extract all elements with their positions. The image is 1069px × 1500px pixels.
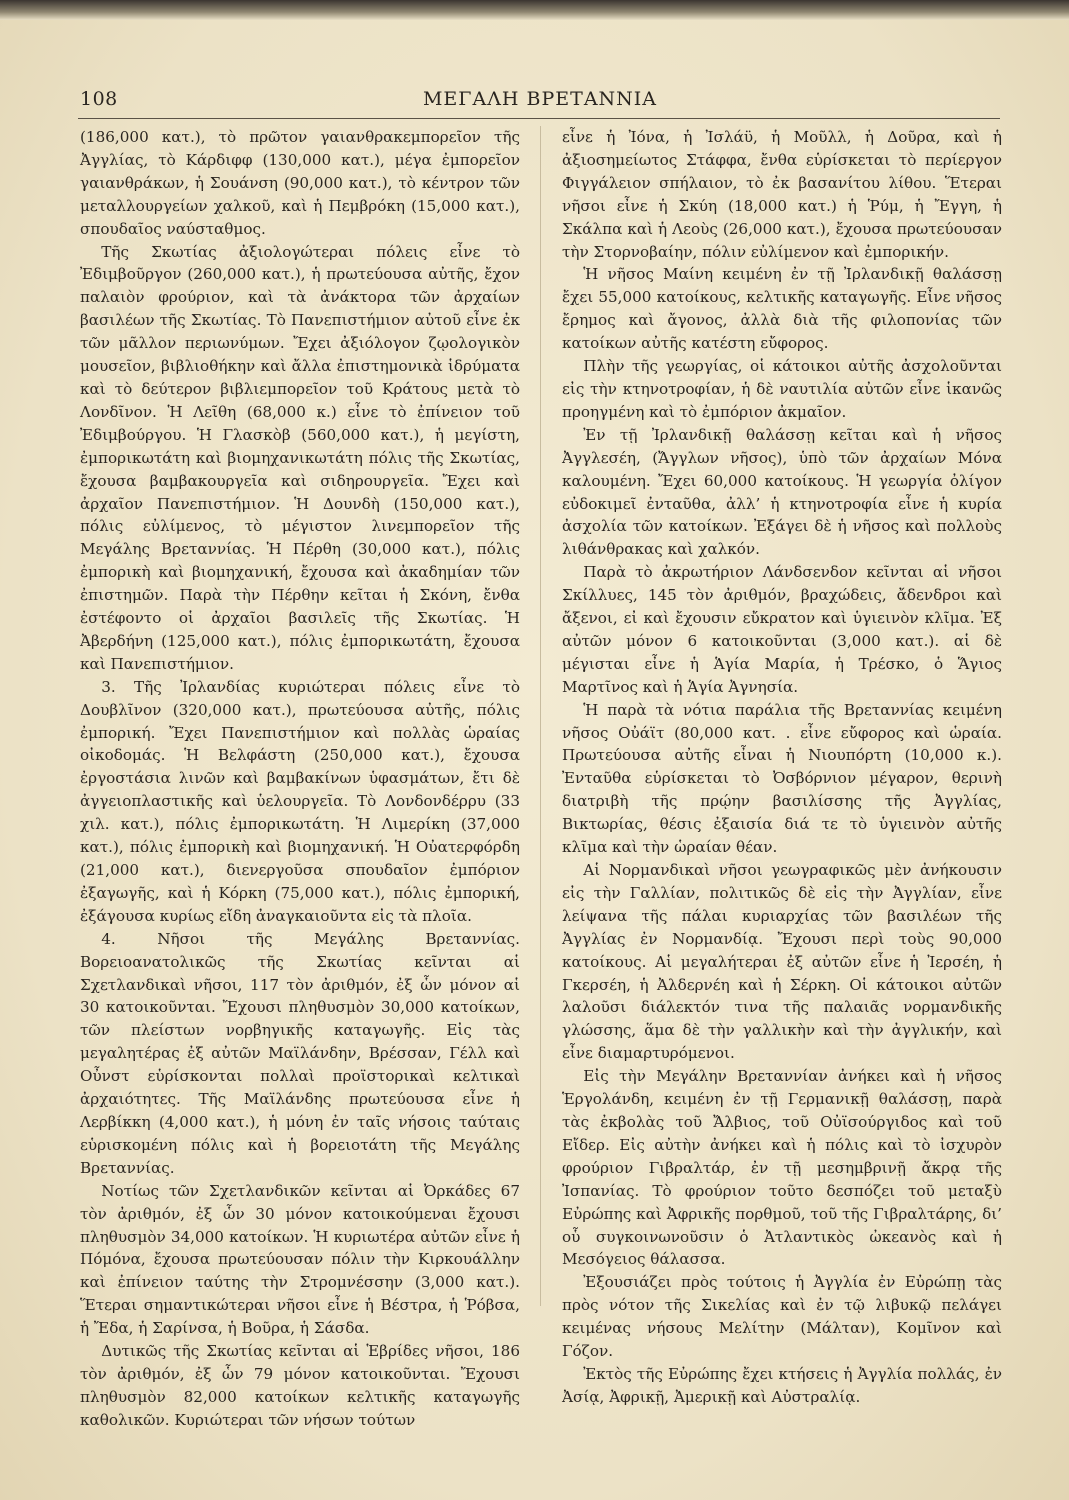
paragraph: Ἡ παρὰ τὰ νότια παράλια τῆς Βρεταννίας κειμένη νῆσος Οὐάϊτ (80,000 κατ. . εἶνε εὔφορος καὶ ὡραία. Πρωτεύουσα αὐτῆς εἶναι ἡ Νιουπόρτη (10,000 κ.). Ἐνταῦθα εὑρίσκεται τὸ Ὀσβόρνιον μέγαρον, θερινὴ διατριβὴ τῆς πρῴην βασιλίσσης τῆς Ἀγγλίας, Βικτωρίας, θέσις ἐξαισία διά τε τὸ ὑγιεινὸν αὐτῆς κλῖμα καὶ τὴν ὡραίαν θέαν. bbox=[562, 700, 1002, 857]
paragraph: Πλὴν τῆς γεωργίας, οἱ κάτοικοι αὐτῆς ἀσχολοῦνται εἰς τὴν κτηνοτροφίαν, ἡ δὲ ναυτιλία αὐτῶν εἶνε ἱκανῶς προηγμένη καὶ τὸ ἐμπόριον ἀκμαῖον. bbox=[562, 357, 1002, 421]
paragraph: Ἐν τῇ Ἰρλανδικῇ θαλάσσῃ κεῖται καὶ ἡ νῆσος Ἀγγλεσέη, (Ἄγγλων νῆσος), ὑπὸ τῶν ἀρχαίων Μόνα καλουμένη. Ἔχει 60,000 κατοίκους. Ἡ γεωργία ὀλίγον εὐδοκιμεῖ ἐνταῦθα, ἀλλ’ ἡ κτηνοτροφία εἶνε ἡ κυρία ἀσχολία τῶν κατοίκων. Ἐξάγει δὲ ἡ νῆσος καὶ πολλοὺς λιθάνθρακας καὶ χαλκόν. bbox=[562, 425, 1002, 559]
paragraph: (186,000 κατ.), τὸ πρῶτον γαιανθρακεμπορεῖον τῆς Ἀγγλίας, τὸ Κάρδιφφ (130,000 κατ.), μέγα ἐμπορεῖον γαιανθράκων, ἡ Σουάνση (90,000 κατ.), τὸ κέντρον τῶν μεταλλουργείων χαλκοῦ, καὶ ἡ Πεμβρόκη (15,000 κατ.), σπουδαῖος ναύσταθμος. bbox=[80, 128, 520, 238]
right-column bbox=[562, 126, 1002, 1406]
header-rule bbox=[78, 118, 1000, 119]
paragraph: Αἱ Νορμανδικαὶ νῆσοι γεωγραφικῶς μὲν ἀνήκουσιν εἰς τὴν Γαλλίαν, πολιτικῶς δὲ εἰς τὴν Ἀγγλίαν, εἶνε λείψανα τῆς πάλαι κυριαρχίας τῶν βασιλέων τῆς Ἀγγλίας ἐν Νορμανδίᾳ. Ἔχουσι περὶ τοὺς 90,000 κατοίκους. Αἱ μεγαλήτεραι ἐξ αὐτῶν εἶνε ἡ Ἰερσέη, ἡ Γκερσέη, ἡ Ἀλδερνέη καὶ ἡ Σέρκη. Οἱ κάτοικοι αὐτῶν λαλοῦσι διάλεκτόν τινα τῆς παλαιᾶς νορμανδικῆς γλώσσης, ἅμα δὲ τὴν γαλλικὴν καὶ τὴν ἀγγλικήν, καὶ εἶνε διαμαρτυρόμενοι. bbox=[562, 861, 1002, 1063]
paragraph: Τῆς Σκωτίας ἀξιολογώτεραι πόλεις εἶνε τὸ Ἐδιμβοῦργον (260,000 κατ.), ἡ πρωτεύουσα αὐτῆς, ἔχον παλαιὸν φρούριον, καὶ τὰ ἀνάκτορα τῶν ἀρχαίων βασιλέων τῆς Σκωτίας. Τὸ Πανεπιστήμιον αὐτοῦ εἶνε ἐκ τῶν μᾶλλον περιωνύμων. Ἔχει ἀξιόλογον ζῳολογικὸν μουσεῖον, βιβλιοθήκην καὶ ἄλλα ἐπιστημονικὰ ἱδρύματα καὶ τὸ δεύτερον βιβλιεμπορεῖον τοῦ Κράτους μετὰ τὸ Λονδῖνον. Ἡ Λεῖθη (68,000 κ.) εἶνε τὸ ἐπίνειον τοῦ Ἐδιμβούργου. Ἡ Γλασκὸβ (560,000 κατ.), ἡ μεγίστη, ἐμπορικωτάτη καὶ βιομηχανικωτάτη πόλις τῆς Σκωτίας, ἔχουσα βαμβακουργεῖα καὶ σιδηρουργεῖα. Ἔχει καὶ ἀρχαῖον Πανεπιστήμιον. Ἡ Δουνδὴ (150,000 κατ.), πόλις εὐλίμενος, τὸ μέγιστον λινεμπορεῖον τῆς Μεγάλης Βρεταννίας. Ἡ Πέρθη (30,000 κατ.), πόλις ἐμπορικὴ καὶ βιομηχανική, ἔχουσα καὶ ἀκαδημίαν τῶν ἐπιστημῶν. Παρὰ τὴν Πέρθην κεῖται ἡ Σκόνη, ἔνθα ἐστέφοντο οἱ ἀρχαῖοι βασιλεῖς τῆς Σκωτίας. Ἡ Ἀβερδήνη (125,000 κατ.), πόλις ἐμπορικωτάτη, ἔχουσα καὶ Πανεπιστήμιον. bbox=[80, 242, 520, 673]
paragraph: Ἐκτὸς τῆς Εὐρώπης ἔχει κτήσεις ἡ Ἀγγλία πολλάς, ἐν Ἀσίᾳ, Ἀφρικῇ, Ἀμερικῇ καὶ Αὐστραλίᾳ. bbox=[562, 1364, 1002, 1406]
paragraph: 3. Τῆς Ἰρλανδίας κυριώτεραι πόλεις εἶνε τὸ Δουβλῖνον (320,000 κατ.), πρωτεύουσα αὐτῆς, πόλις ἐμπορική. Ἔχει Πανεπιστήμιον καὶ πολλὰς ὡραίας οἰκοδομάς. Ἡ Βελφάστη (250,000 κατ.), ἔχουσα ἐργοστάσια λινῶν καὶ βαμβακίνων ὑφασμάτων, ἔτι δὲ ἀγγειοπλαστικῆς καὶ ὑελουργεῖα. Τὸ Λονδονδέρρυ (33 χιλ. κατ.), πόλις ἐμπορικωτάτη. Ἡ Λιμερίκη (37,000 κατ.), πόλις ἐμπορικὴ καὶ βιομηχανική. Ἡ Οὐατερφόρδη (21,000 κατ.), διενεργοῦσα σπουδαῖον ἐμπόριον ἐξαγωγῆς, καὶ ἡ Κόρκη (75,000 κατ.), πόλις ἐμπορική, ἐξάγουσα κυρίως εἴδη ἀναγκαιοῦντα εἰς τὰ πλοῖα. bbox=[80, 677, 520, 925]
paragraph: Δυτικῶς τῆς Σκωτίας κεῖνται αἱ Ἑβρίδες νῆσοι, 186 τὸν ἀριθμόν, ἐξ ὧν 79 μόνον κατοικοῦνται. Ἔχουσι πληθυσμὸν 82,000 κατοίκων κελτικῆς καταγωγῆς καθολικῶν. Κυριώτεραι τῶν νήσων τούτων bbox=[80, 1342, 520, 1429]
paragraph: Ἡ νῆσος Μαίνη κειμένη ἐν τῇ Ἰρλανδικῇ θαλάσσῃ ἔχει 55,000 κατοίκους, κελτικῆς καταγωγῆς. Εἶνε νῆσος ἔρημος καὶ ἄγονος, ἀλλὰ διὰ τῆς φιλοπονίας τῶν κατοίκων αὐτῆς κατέστη εὔφορος. bbox=[562, 265, 1002, 353]
running-head: ΜΕΓΑΛΗ ΒΡΕΤΑΝΝΙΑ bbox=[422, 88, 658, 110]
left-column bbox=[80, 126, 520, 1429]
page-header bbox=[80, 88, 1000, 114]
paragraph: Εἰς τὴν Μεγάλην Βρεταννίαν ἀνήκει καὶ ἡ νῆσος Ἑργολάνδη, κειμένη ἐν τῇ Γερμανικῇ θαλάσσῃ, παρὰ τὰς ἐκβολὰς τοῦ Ἄλβιος, τοῦ Οὐϊσούργιδος καὶ τοῦ Εἴδερ. Εἰς αὐτὴν ἀνήκει καὶ ἡ πόλις καὶ τὸ ἰσχυρὸν φρούριον Γιβραλτάρ, ἐν τῇ μεσημβρινῇ ἄκρᾳ τῆς Ἰσπανίας. Τὸ φρούριον τοῦτο δεσπόζει τοῦ μεταξὺ Εὐρώπης καὶ Ἀφρικῆς πορθμοῦ, τοῦ τῆς Γιβραλτάρης, δι’ οὗ συγκοινωνοῦσιν ὁ Ἀτλαντικὸς ὠκεανὸς καὶ ἡ Μεσόγειος θάλασσα. bbox=[562, 1067, 1002, 1269]
paragraph: 4. Νῆσοι τῆς Μεγάλης Βρεταννίας. Βορειοανατολικῶς τῆς Σκωτίας κεῖνται αἱ Σχετλανδικαὶ νῆσοι, 117 τὸν ἀριθμόν, ἐξ ὧν μόνον αἱ 30 κατοικοῦνται. Ἔχουσι πληθυσμὸν 30,000 κατοίκων, τῶν πλείστων νορβηγικῆς καταγωγῆς. Εἰς τὰς μεγαλητέρας ἐξ αὐτῶν Μαϊλάνδην, Βρέσσαν, Γέλλ καὶ Οὖνστ εὑρίσκονται πολλαὶ προϊστορικαὶ κελτικαὶ ἀρχαιότητες. Τῆς Μαϊλάνδης πρωτεύουσα εἶνε ἡ Λερβίκκη (4,000 κατ.), ἡ μόνη ἐν ταῖς νήσοις ταύταις εὑρισκομένη πόλις καὶ ἡ βορειοτάτη τῆς Μεγάλης Βρεταννίας. bbox=[80, 929, 520, 1177]
paragraph: Νοτίως τῶν Σχετλανδικῶν κεῖνται αἱ Ὀρκάδες 67 τὸν ἀριθμόν, ἐξ ὧν 30 μόνον κατοικούμεναι ἔχουσι πληθυσμὸν 34,000 κατοίκων. Ἡ κυριωτέρα αὐτῶν εἶνε ἡ Πόμόνα, ἔχουσα πρωτεύουσαν πόλιν τὴν Κιρκουάλλην καὶ ἐπίνειον ταύτης τὴν Στρομνέσσην (3,000 κατ.). Ἕτεραι σημαντικώτεραι νῆσοι εἶνε ἡ Βέστρα, ἡ Ῥόβσα, ἡ Ἔδα, ἡ Σαρίνσα, ἡ Βοῦρα, ἡ Σάσδα. bbox=[80, 1181, 520, 1338]
paragraph: Ἐξουσιάζει πρὸς τούτοις ἡ Ἀγγλία ἐν Εὐρώπῃ τὰς πρὸς νότον τῆς Σικελίας καὶ ἐν τῷ λιβυκῷ πελάγει κειμένας νήσους Μελίτην (Μάλταν), Κομῖνον καὶ Γόζον. bbox=[562, 1273, 1002, 1361]
column-divider bbox=[540, 126, 541, 1306]
page-number: 108 bbox=[80, 88, 118, 110]
paragraph: εἶνε ἡ Ἰόνα, ἡ Ἰσλάϋ, ἡ Μοῦλλ, ἡ Δοῦρα, καὶ ἡ ἀξιοσημείωτος Στάφφα, ἔνθα εὑρίσκεται τὸ περίεργον Φιγγάλειον σπήλαιον, τὸ ἐκ βασανίτου λίθου. Ἕτεραι νῆσοι εἶνε ἡ Σκύη (18,000 κατ.) ἡ Ῥύμ, ἡ Ἔγγη, ἡ Σκάλπα καὶ ἡ Λεοὺς (26,000 κατ.), ἔχουσα πρωτεύουσαν τὴν Στορνοβαίην, πόλιν εὐλίμενον καὶ ἐμπορικήν. bbox=[562, 128, 1002, 261]
paragraph: Παρὰ τὸ ἀκρωτήριον Λάνδσενδον κεῖνται αἱ νῆσοι Σκίλλυες, 145 τὸν ἀριθμόν, βραχώδεις, ἄδενδροι καὶ ἄξενοι, εἰ καὶ ἔχουσιν εὔκρατον καὶ ὑγιεινὸν κλῖμα. Ἐξ αὐτῶν μόνον 6 κατοικοῦνται (3,000 κατ.). αἱ δὲ μέγισται εἶνε ἡ Ἁγία Μαρία, ἡ Τρέσκο, ὁ Ἅγιος Μαρτῖνος καὶ ἡ Ἁγία Ἀγνησία. bbox=[562, 563, 1002, 696]
page-top-edge bbox=[0, 0, 1069, 20]
